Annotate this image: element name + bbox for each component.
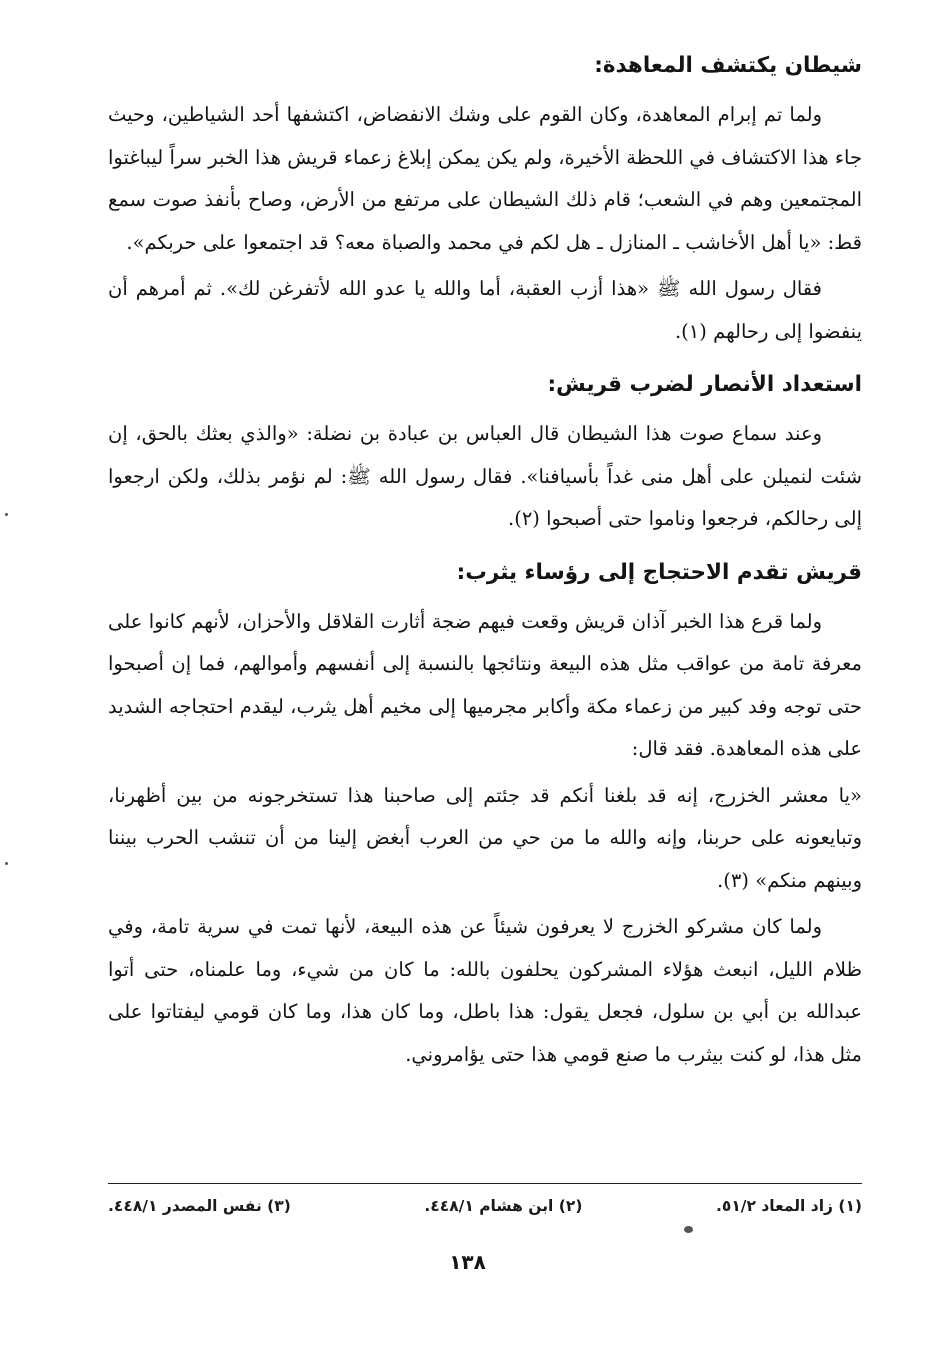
section-heading: استعداد الأنصار لضرب قريش: bbox=[547, 372, 862, 397]
scan-speck bbox=[5, 862, 8, 865]
section-heading: شيطان يكتشف المعاهدة: bbox=[594, 53, 862, 78]
footnote-divider bbox=[108, 1183, 862, 1184]
footnote-3: (٣) نفس المصدر ٤٤٨/١. bbox=[108, 1197, 291, 1215]
page-number: ١٣٨ bbox=[449, 1250, 486, 1274]
section-1 bbox=[108, 38, 862, 353]
scan-speck bbox=[5, 513, 8, 516]
footnote-2: (٢) ابن هشام ٤٤٨/١. bbox=[424, 1197, 583, 1215]
paragraph: ولما تم إبرام المعاهدة، وكان القوم على وشك الانفضاض، اكتشفها أحد الشياطين، وحيث جاء هذا الاكتشاف في اللحظة الأخيرة، ولم يكن يمكن إبلاغ زعماء قريش هذا الخبر سراً ليباغتوا المجتمعين وهم في الشعب؛ قام ذلك الشيطان على مرتفع من الأرض، وصاح بأنفذ صوت سمع قط: «يا أهل الأخاشب ـ المنازل ـ هل لكم في محمد والصباة معه؟ قد اجتمعوا على حربكم». bbox=[108, 103, 862, 254]
paragraph: ولما كان مشركو الخزرج لا يعرفون شيئاً عن هذه البيعة، لأنها تمت في سرية تامة، وفي ظلام الليل، انبعث هؤلاء المشركون يحلفون بالله: ما كان من شيء، وما علمناه، حتى أتوا عبدالله بن أبي بن سلول، فجعل يقول: هذا باطل، وما كان هذا، وما كان قومي ليفتاتوا على مثل هذا، لو كنت بيثرب ما صنع قومي هذا حتى يؤامروني. bbox=[108, 915, 862, 1066]
paragraph: فقال رسول الله ﷺ «هذا أزب العقبة، أما والله يا عدو الله لأتفرغن لك». ثم أمرهم أن ينفضوا إلى رحالهم (١). bbox=[108, 277, 862, 343]
section-2 bbox=[108, 357, 862, 541]
section-3 bbox=[108, 545, 862, 1077]
page-body bbox=[108, 38, 862, 1080]
footnotes bbox=[108, 1197, 862, 1215]
paragraph: ولما قرع هذا الخبر آذان قريش وقعت فيهم ضجة أثارت القلاقل والأحزان، لأنهم كانوا على معرفة تامة من عواقب مثل هذه البيعة ونتائجها بالنسبة إلى أنفسهم وأموالهم، فما إن أصبحوا حتى توجه وفد كبير من زعماء مكة وأكابر مجرميها إلى مخيم أهل يثرب، ليقدم احتجاجه الشديد على هذه المعاهدة. فقد قال: bbox=[108, 609, 862, 760]
quote-paragraph: «يا معشر الخزرج، إنه قد بلغنا أنكم قد جئتم إلى صاحبنا هذا تستخرجونه من بين أظهرنا، وتبايعونه على حربنا، وإنه والله ما من حي من العرب أبغض إلينا من أن تنشب الحرب بيننا وبينهم منكم» (٣). bbox=[108, 783, 862, 892]
section-heading: قريش تقدم الاحتجاج إلى رؤساء يثرب: bbox=[456, 559, 862, 585]
scan-speck bbox=[684, 1226, 693, 1233]
footnote-1: (١) زاد المعاد ٥١/٢. bbox=[715, 1197, 862, 1215]
paragraph: وعند سماع صوت هذا الشيطان قال العباس بن عبادة بن نضلة: «والذي بعثك بالحق، إن شئت لنميلن على أهل منى غداً بأسيافنا». فقال رسول الله ﷺ: لم نؤمر بذلك، ولكن ارجعوا إلى رحالكم، فرجعوا وناموا حتى أصبحوا (٢). bbox=[108, 422, 862, 530]
